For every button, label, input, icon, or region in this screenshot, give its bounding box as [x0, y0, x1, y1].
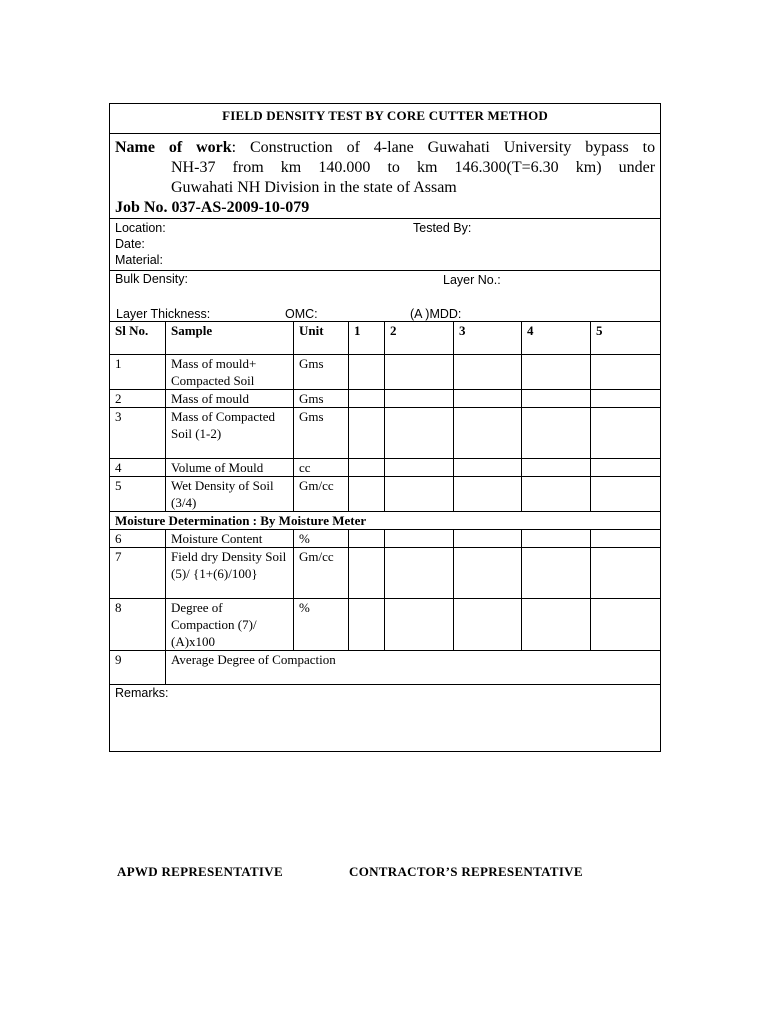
row-sl: 2 — [110, 390, 166, 408]
row-sample: Degree of Compaction (7)/ (A)x100 — [166, 599, 294, 651]
row-sl: 4 — [110, 459, 166, 477]
table-row — [110, 548, 661, 599]
row-unit: Gms — [294, 390, 349, 408]
cell[interactable] — [385, 548, 454, 599]
name-of-work-label: Name of work — [115, 139, 232, 156]
cell[interactable] — [349, 599, 385, 651]
cell[interactable] — [522, 459, 591, 477]
table-header-row — [110, 322, 661, 355]
cell[interactable] — [349, 530, 385, 548]
cell[interactable] — [385, 355, 454, 390]
row-sl: 7 — [110, 548, 166, 599]
location-label: Location: — [115, 221, 166, 235]
cell[interactable] — [454, 530, 522, 548]
cell[interactable] — [385, 390, 454, 408]
job-number: Job No. 037-AS-2009-10-079 — [115, 199, 310, 216]
col-5-header: 5 — [591, 322, 661, 355]
row-sl: 5 — [110, 477, 166, 512]
table-row — [110, 408, 661, 459]
density-block — [110, 271, 661, 322]
col-unit-header: Unit — [294, 322, 349, 355]
cell[interactable] — [349, 355, 385, 390]
table-row — [110, 651, 661, 685]
col-4-header: 4 — [522, 322, 591, 355]
material-label: Material: — [115, 253, 163, 267]
row-sample: Mass of mould — [166, 390, 294, 408]
row-sl: 1 — [110, 355, 166, 390]
row-unit: Gm/cc — [294, 477, 349, 512]
cell[interactable] — [591, 530, 661, 548]
row-unit: % — [294, 599, 349, 651]
row-sl: 6 — [110, 530, 166, 548]
remarks-box[interactable] — [110, 685, 661, 752]
row-unit: Gms — [294, 355, 349, 390]
cell[interactable] — [591, 459, 661, 477]
omc-label: OMC: — [285, 307, 318, 321]
cell[interactable] — [522, 548, 591, 599]
table-row — [110, 599, 661, 651]
cell[interactable] — [591, 548, 661, 599]
row-unit: cc — [294, 459, 349, 477]
cell[interactable] — [349, 548, 385, 599]
cell[interactable] — [454, 355, 522, 390]
field-density-form — [109, 103, 660, 752]
tested-by-label: Tested By: — [413, 221, 472, 235]
cell[interactable] — [454, 548, 522, 599]
name-of-work-line2: NH-37 from km 140.000 to km 146.300(T=6.30 km) under — [171, 159, 656, 176]
row-unit: Gm/cc — [294, 548, 349, 599]
row-sample: Mass of Compacted Soil (1-2) — [166, 408, 294, 459]
cell[interactable] — [454, 477, 522, 512]
cell[interactable] — [591, 477, 661, 512]
table-row — [110, 530, 661, 548]
cell[interactable] — [522, 408, 591, 459]
cell[interactable] — [349, 390, 385, 408]
form-table — [109, 103, 661, 752]
row-sample: Volume of Mould — [166, 459, 294, 477]
cell[interactable] — [349, 459, 385, 477]
row-sl: 9 — [110, 651, 166, 685]
cell[interactable] — [454, 408, 522, 459]
date-label: Date: — [115, 237, 145, 251]
name-of-work-line3: Guwahati NH Division in the state of Assam — [171, 179, 457, 196]
row-unit: Gms — [294, 408, 349, 459]
table-row — [110, 355, 661, 390]
cell[interactable] — [385, 408, 454, 459]
cell[interactable] — [522, 530, 591, 548]
name-of-work-line1: : Construction of 4-lane Guwahati University bypass to — [231, 139, 656, 156]
row-unit: % — [294, 530, 349, 548]
cell[interactable] — [591, 390, 661, 408]
row-sample: Wet Density of Soil (3/4) — [166, 477, 294, 512]
remarks-label: Remarks: — [115, 686, 169, 700]
table-row — [110, 477, 661, 512]
table-row — [110, 459, 661, 477]
col-sl-header: Sl No. — [110, 322, 166, 355]
cell[interactable] — [591, 599, 661, 651]
cell[interactable] — [349, 477, 385, 512]
average-compaction-label: Average Degree of Compaction — [166, 651, 661, 685]
cell[interactable] — [385, 530, 454, 548]
col-sample-header: Sample — [166, 322, 294, 355]
cell[interactable] — [349, 408, 385, 459]
form-title: FIELD DENSITY TEST BY CORE CUTTER METHOD — [110, 104, 661, 134]
table-row — [110, 390, 661, 408]
layer-thickness-label: Layer Thickness: — [116, 307, 211, 321]
cell[interactable] — [385, 459, 454, 477]
layer-no-label: Layer No.: — [443, 273, 501, 287]
cell[interactable] — [591, 408, 661, 459]
location-block — [110, 219, 661, 271]
bulk-density-label: Bulk Density: — [115, 272, 188, 286]
row-sample: Moisture Content — [166, 530, 294, 548]
row-sl: 8 — [110, 599, 166, 651]
mdd-label: (A )MDD: — [410, 307, 462, 321]
row-sample: Mass of mould+ Compacted Soil — [166, 355, 294, 390]
row-sl: 3 — [110, 408, 166, 459]
cell[interactable] — [522, 477, 591, 512]
col-3-header: 3 — [454, 322, 522, 355]
cell[interactable] — [385, 599, 454, 651]
col-1-header: 1 — [349, 322, 385, 355]
cell[interactable] — [454, 390, 522, 408]
cell[interactable] — [591, 355, 661, 390]
cell[interactable] — [522, 390, 591, 408]
cell[interactable] — [522, 599, 591, 651]
cell[interactable] — [454, 459, 522, 477]
contractor-signature-label: CONTRACTOR’S REPRESENTATIVE — [349, 864, 583, 879]
apwd-signature-label: APWD REPRESENTATIVE — [117, 864, 283, 879]
row-sample: Field dry Density Soil (5)/ {1+(6)/100} — [166, 548, 294, 599]
col-2-header: 2 — [385, 322, 454, 355]
moisture-heading-row — [110, 512, 661, 530]
name-of-work-block — [110, 134, 661, 219]
cell[interactable] — [454, 599, 522, 651]
cell[interactable] — [385, 477, 454, 512]
moisture-heading: Moisture Determination : By Moisture Meter — [110, 512, 661, 530]
cell[interactable] — [522, 355, 591, 390]
